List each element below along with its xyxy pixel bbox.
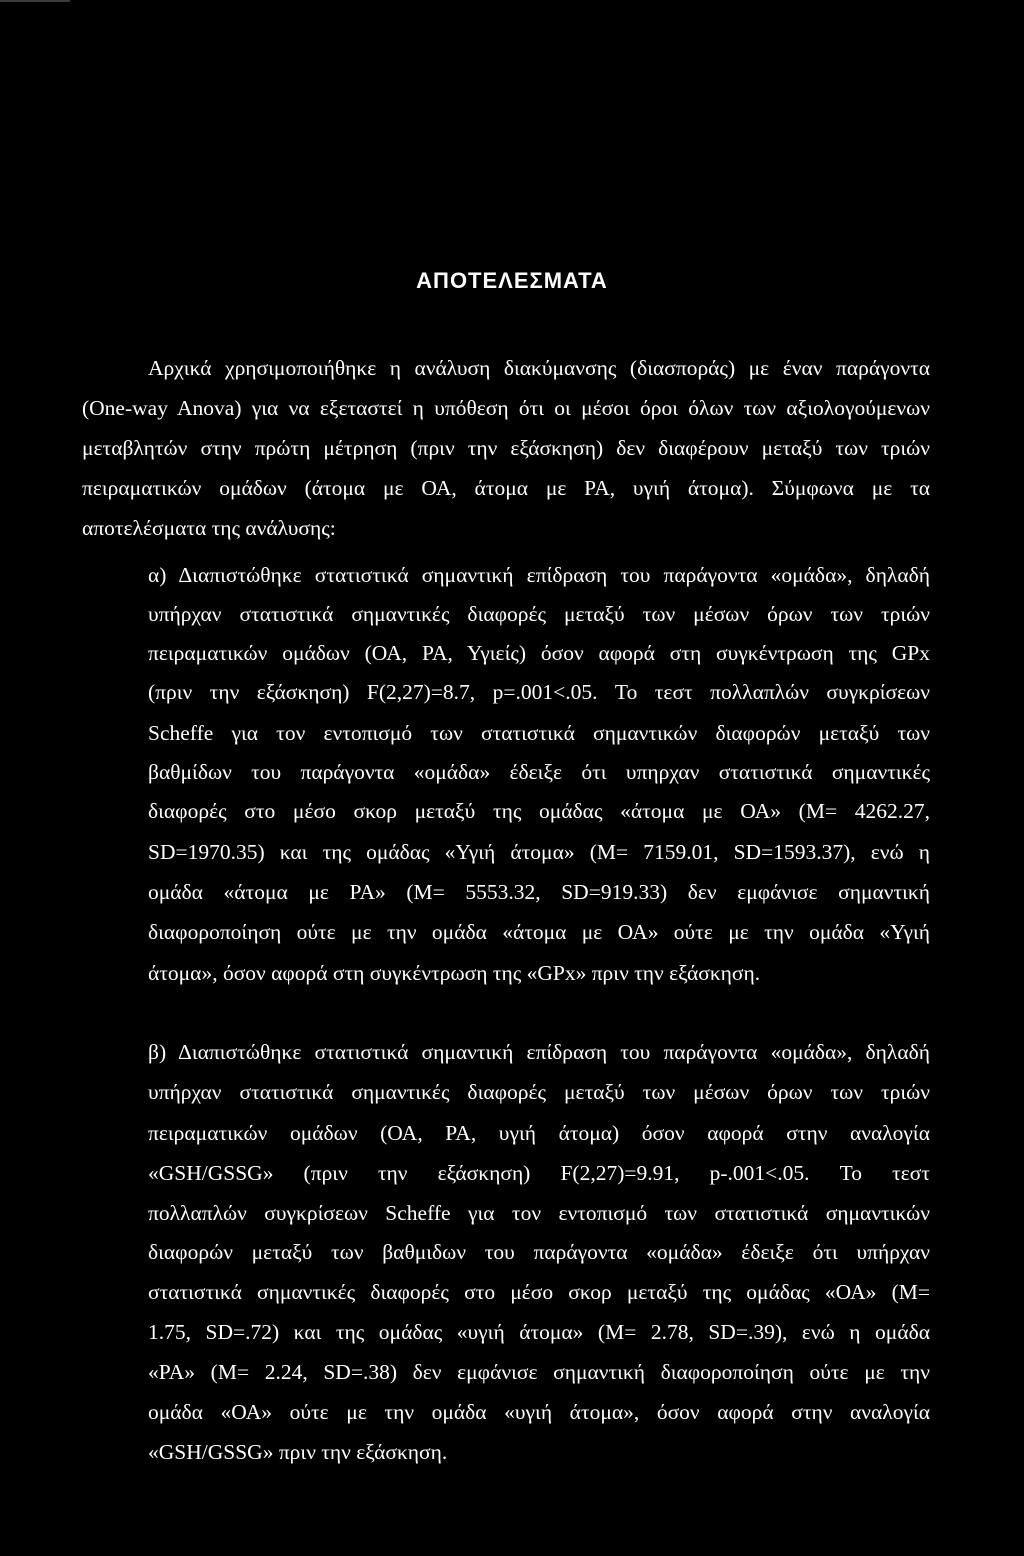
finding-b-line: ομάδα «ΟΑ» ούτε με την ομάδα «υγιή άτομα», όσον αφορά στην αναλογία [148, 1400, 930, 1424]
finding-a-line: ομάδα «άτομα με ΡΑ» (Μ= 5553.32, SD=919.33) δεν εμφάνισε σημαντική [148, 880, 930, 904]
intro-line: Αρχικά χρησιμοποιήθηκε η ανάλυση διακύμανσης (διασποράς) με έναν παράγοντα [148, 356, 930, 380]
finding-b-line: 1.75, SD=.72) και της ομάδας «υγιή άτομα» (Μ= 2.78, SD=.39), ενώ η ομάδα [148, 1320, 930, 1344]
finding-a-line: (πριν την εξάσκηση) F(2,27)=8.7, p=.001<.05. Το τεστ πολλαπλών συγκρίσεων [148, 680, 930, 704]
finding-a-line: βαθμίδων του παράγοντα «ομάδα» έδειξε ότι υπηρχαν στατιστικά σημαντικές [148, 760, 930, 784]
finding-a-line: α) Διαπιστώθηκε στατιστικά σημαντική επίδραση του παράγοντα «ομάδα», δηλαδή [148, 563, 930, 587]
finding-b-line: «ΡΑ» (Μ= 2.24, SD=.38) δεν εμφάνισε σημαντική διαφοροποίηση ούτε με την [148, 1360, 930, 1384]
finding-b-line: υπήρχαν στατιστικά σημαντικές διαφορές μεταξύ των μέσων όρων των τριών [148, 1080, 930, 1104]
finding-a-line: διαφορές στο μέσο σκορ μεταξύ της ομάδας «άτομα με ΟΑ» (Μ= 4262.27, [148, 799, 930, 823]
finding-a-line: πειραματικών ομάδων (ΟΑ, ΡΑ, Υγιείς) όσον αφορά στη συγκέντρωση της GPx [148, 641, 930, 665]
intro-line: μεταβλητών στην πρώτη μέτρηση (πριν την εξάσκηση) δεν διαφέρουν μεταξύ των τριών [82, 436, 930, 460]
finding-b-line: διαφορών μεταξύ των βαθμιδων του παράγοντα «ομάδα» έδειξε ότι υπήρχαν [148, 1240, 930, 1264]
intro-line: αποτελέσματα της ανάλυσης: [82, 516, 336, 540]
finding-a-line: SD=1970.35) και της ομάδας «Υγιή άτομα» (Μ= 7159.01, SD=1593.37), ενώ η [148, 840, 930, 864]
intro-line: (One-way Anova) για να εξεταστεί η υπόθεση ότι οι μέσοι όροι όλων των αξιολογούμενων [82, 396, 930, 420]
finding-b-line: «GSH/GSSG» (πριν την εξάσκηση) F(2,27)=9.91, p-.001<.05. Το τεστ [148, 1161, 930, 1185]
finding-a-line: Scheffe για τον εντοπισμό των στατιστικά σημαντικών διαφορών μεταξύ των [148, 721, 930, 745]
page-edge-mark [0, 0, 70, 2]
finding-b-line: στατιστικά σημαντικές διαφορές στο μέσο σκορ μεταξύ της ομάδας «ΟΑ» (Μ= [148, 1280, 930, 1304]
finding-a-line: υπήρχαν στατιστικά σημαντικές διαφορές μεταξύ των μέσων όρων των τριών [148, 602, 930, 626]
page-title: ΑΠΟΤΕΛΕΣΜΑΤΑ [416, 268, 608, 293]
finding-a-line: άτομα», όσον αφορά στη συγκέντρωση της «GPx» πριν την εξάσκηση. [148, 961, 761, 985]
intro-line: πειραματικών ομάδων (άτομα με ΟΑ, άτομα με ΡΑ, υγιή άτομα). Σύμφωνα με τα [82, 476, 930, 500]
finding-b-line: «GSH/GSSG» πριν την εξάσκηση. [148, 1440, 448, 1464]
finding-a-line: διαφοροποίηση ούτε με την ομάδα «άτομα με ΟΑ» ούτε με την ομάδα «Υγιή [148, 920, 930, 944]
finding-b-line: πολλαπλών συγκρίσεων Scheffe για τον εντοπισμό των στατιστικά σημαντικών [148, 1201, 930, 1225]
finding-b-line: πειραματικών ομάδων (ΟΑ, ΡΑ, υγιή άτομα) όσον αφορά στην αναλογία [148, 1121, 930, 1145]
finding-b-line: β) Διαπιστώθηκε στατιστικά σημαντική επίδραση του παράγοντα «ομάδα», δηλαδή [148, 1040, 930, 1064]
